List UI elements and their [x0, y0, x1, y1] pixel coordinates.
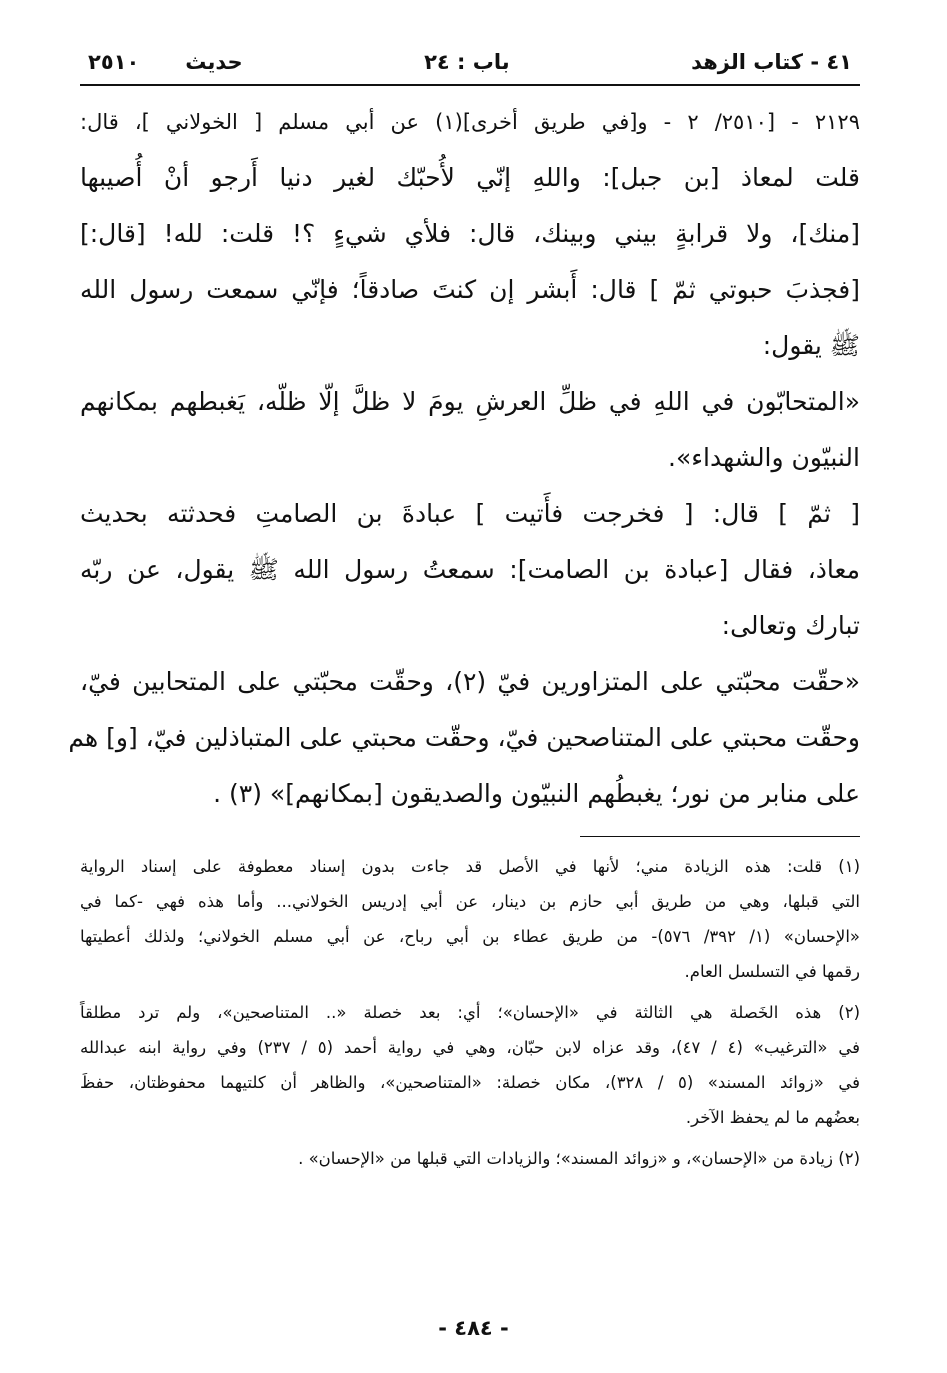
text-line: [ ثمّ ] قال: [ فخرجت فأَتيت ] عبادةَ بن الصامتِ فحدثته بحديث — [80, 499, 860, 528]
text-line: قلت لمعاذ [بن جبل]: واللهِ إنّي لأُحبّك لغير دنيا أَرجو أنْ أُصيبها — [80, 163, 860, 192]
footnote-line: التي قبلها، وهي من طريق أبي حازم بن دينار، عن أبي إدريس الخولاني... وأما هذه فهي -كما في — [80, 892, 860, 911]
text-line: [منك]، ولا قرابةٍ بيني وبينك، قال: فلأي شيءٍ ؟! قلت: لله! [قال:] — [80, 219, 860, 248]
text-line: على منابر من نور؛ يغبطُهم النبيّون والصديقون [بمكانهم]» (٣) . — [213, 779, 860, 808]
text-line: ٢١٢٩ - [٢٥١٠/ ٢ - و[في طريق أخرى](١) عن أبي مسلم [ الخولاني ]، قال: — [80, 110, 860, 134]
hadith-label: حديث — [185, 50, 243, 74]
footnote-line: في «الترغيب» (٤ / ٤٧)، وقد عزاه لابن حبّان، وهي في رواية أحمد (٥ / ٢٣٧) وفي رواية ابنه عبدالله — [80, 1038, 860, 1057]
text-line: «المتحابّون في اللهِ في ظلِّ العرشِ يومَ لا ظلَّ إلّا ظلّه، يَغبطهم بمكانهم — [80, 387, 860, 416]
page-number: - ٤٨٤ - — [438, 1316, 509, 1340]
footnote-line: في «زوائد المسند» (٥ / ٣٢٨)، مكان خصلة: «المتناصحين»، والظاهر أن كلتيهما محفوظتان، حفظَ — [80, 1073, 860, 1092]
main-text — [68, 94, 861, 822]
footnote-line: بعضُهم ما لم يحفظ الآخر. — [685, 1108, 860, 1127]
text-line: [فجذبَ حبوتي ثمّ ] قال: أَبشر إن كنتَ صادقاً؛ فإنّي سمعت رسول الله — [80, 275, 860, 304]
book-title: ٤١ - كتاب الزهد — [691, 50, 852, 74]
hadith-number: ٢٥١٠ — [88, 50, 140, 74]
footnote-line: (٢) هذه الخَصلة هي الثالثة في «الإحسان»؛ أي: بعد خصلة «.. المتناصحين»، ولم ترد مطلقاً — [80, 1003, 860, 1022]
text-line: «حقّت محبّتي على المتزاورين فيّ (٢)، وحقّت محبّتي على المتحابين فيّ، — [80, 667, 861, 696]
text-line: ﷺ يقول: — [762, 331, 860, 360]
text-line: تبارك وتعالى: — [721, 611, 860, 640]
footnote-line: رقمها في التسلسل العام. — [684, 962, 860, 981]
text-line: وحقّت محبتي على المتناصحين فيّ، وحقّت محبتي على المتباذلين فيّ، [و] هم — [68, 723, 860, 752]
text-line: النبيّون والشهداء». — [668, 443, 860, 472]
footnote-divider — [580, 836, 860, 837]
chapter-label: باب : ٢٤ — [424, 50, 510, 74]
footnote-line: (١) قلت: هذه الزيادة مني؛ لأنها في الأصل قد جاءت بدون إسناد معطوفة على إسناد الرواية — [80, 857, 860, 876]
hadith-ref — [88, 50, 243, 74]
text-line: معاذ، فقال [عبادة بن الصامت]: سمعتُ رسول الله ﷺ يقول، عن ربّه — [80, 555, 860, 584]
running-header — [80, 50, 860, 86]
footnote-line: «الإحسان» (١/ ٣٩٢/ ٥٧٦)- من طريق عطاء بن أبي رباح، عن أبي مسلم الخولاني؛ ولذلك أعطيتها — [80, 927, 861, 946]
footnotes — [80, 849, 860, 1176]
footnote-line: (٢) زيادة من «الإحسان»، و «زوائد المسند»؛ والزيادات التي قبلها من «الإحسان» . — [298, 1149, 860, 1168]
page-content — [68, 50, 861, 1176]
